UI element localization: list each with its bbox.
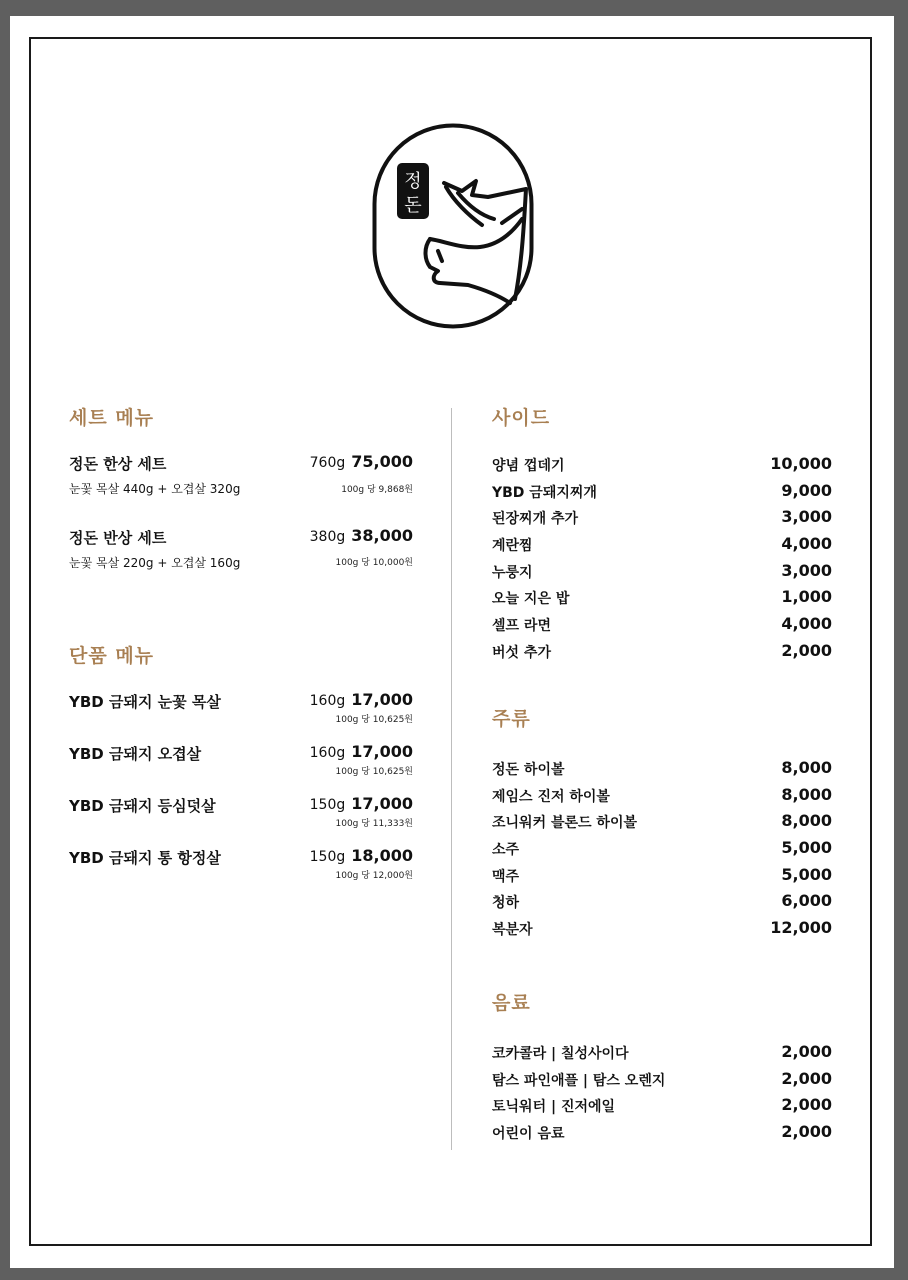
item-name: 어린이 음료 [492,1126,565,1143]
list-item [492,757,832,784]
item-name: 오늘 지은 밥 [492,591,570,608]
item-price: 8,000 [781,784,832,804]
item-name: 맥주 [492,868,520,885]
item-weight-price [310,742,413,761]
item-price: 1,000 [781,587,832,607]
item-price: 17,000 [351,690,413,709]
item-weight: 150g [309,849,346,865]
item-price: 10,000 [770,454,832,473]
item-unit-price: 100g 당 12,000원 [335,871,413,881]
item-weight: 760g [309,455,346,471]
item-weight-price [310,452,413,471]
item-price: 8,000 [781,811,832,831]
list-item [492,560,832,587]
item-price: 18,000 [351,846,413,865]
list-item [492,837,832,864]
logo-text-line2: 돈 [404,195,422,216]
item-name: 된장찌개 추가 [492,511,579,528]
list-item [492,810,832,837]
item-weight: 160g [309,693,346,709]
item-name: 계란찜 [492,538,533,555]
single-menu-item [69,795,413,831]
item-price: 38,000 [351,526,413,545]
item-price: 2,000 [781,1042,832,1061]
list-item [492,586,832,613]
item-price: 8,000 [781,758,832,777]
single-menu-item [69,743,413,779]
item-name: YBD 금돼지 눈꽃 목살 [69,693,221,711]
restaurant-logo [372,123,534,329]
item-unit-price: 100g 당 9,868원 [341,485,413,495]
item-name: 탐스 파인애플 | 탐스 오렌지 [492,1072,666,1089]
menu-page [10,16,894,1268]
item-description: 눈꽃 목살 220g + 오겹살 160g [69,556,241,570]
drinks-menu-list [492,1041,832,1148]
item-unit-price: 100g 당 10,625원 [335,767,413,777]
item-price: 5,000 [781,838,832,858]
item-name: 제임스 진저 하이볼 [492,788,610,805]
item-name: YBD 금돼지찌개 [492,484,597,501]
list-item [492,533,832,560]
liquor-menu-title: 주류 [492,708,531,730]
item-weight-price [310,794,413,813]
list-item [492,1068,832,1095]
item-name: 코카콜라 | 칠성사이다 [492,1046,629,1062]
list-item [492,864,832,891]
item-price: 17,000 [351,794,413,813]
item-price: 6,000 [781,891,832,911]
item-weight-price [310,846,413,865]
drinks-menu-title: 음료 [492,992,531,1014]
item-price: 4,000 [781,614,832,634]
item-name: 양념 껍데기 [492,458,565,474]
item-weight: 380g [309,529,346,545]
item-weight: 160g [309,745,346,761]
single-menu-item [69,847,413,883]
item-unit-price: 100g 당 11,333원 [335,819,413,829]
item-price: 9,000 [781,480,832,500]
item-name: 조니워커 블론드 하이볼 [492,815,637,832]
list-item [492,453,832,480]
item-name: 정돈 하이볼 [492,762,565,778]
list-item [492,506,832,533]
item-name: YBD 금돼지 통 항정살 [69,849,221,867]
column-divider [451,408,452,1150]
item-price: 4,000 [781,534,832,554]
item-price: 2,000 [781,640,832,660]
item-weight: 150g [309,797,346,813]
item-name: 복분자 [492,922,533,939]
item-name: YBD 금돼지 오겹살 [69,745,202,763]
logo-text-line1: 정 [404,171,422,192]
liquor-menu-list [492,757,832,944]
item-weight-price [310,526,413,545]
list-item [492,640,832,667]
list-item [492,480,832,507]
single-menu-title: 단품 메뉴 [69,645,155,667]
list-item [492,1041,832,1068]
list-item [492,1121,832,1148]
item-price: 2,000 [781,1068,832,1088]
item-unit-price: 100g 당 10,625원 [335,715,413,725]
item-price: 17,000 [351,742,413,761]
list-item [492,917,832,944]
item-price: 75,000 [351,452,413,471]
item-name: 정돈 한상 세트 [69,455,167,473]
side-menu-title: 사이드 [492,407,551,429]
item-price: 2,000 [781,1095,832,1115]
list-item [492,784,832,811]
item-price: 5,000 [781,864,832,884]
item-price: 2,000 [781,1122,832,1142]
item-price: 12,000 [770,918,832,938]
list-item [492,613,832,640]
item-name: 토닉워터 | 진저에일 [492,1099,616,1116]
list-item [492,890,832,917]
item-name: YBD 금돼지 등심덧살 [69,797,216,815]
item-weight-price [310,690,413,709]
side-menu-list [492,453,832,667]
item-name: 정돈 반상 세트 [69,529,167,547]
item-price: 3,000 [781,507,832,527]
item-name: 청하 [492,895,520,912]
list-item [492,1094,832,1121]
item-name: 셀프 라면 [492,618,551,635]
set-menu-title: 세트 메뉴 [69,407,155,429]
item-price: 3,000 [781,560,832,580]
item-name: 버섯 추가 [492,644,551,661]
item-name: 소주 [492,842,520,859]
item-description: 눈꽃 목살 440g + 오겹살 320g [69,482,241,496]
item-unit-price: 100g 당 10,000원 [335,558,413,568]
item-name: 누룽지 [492,564,533,581]
single-menu-item [69,691,413,727]
